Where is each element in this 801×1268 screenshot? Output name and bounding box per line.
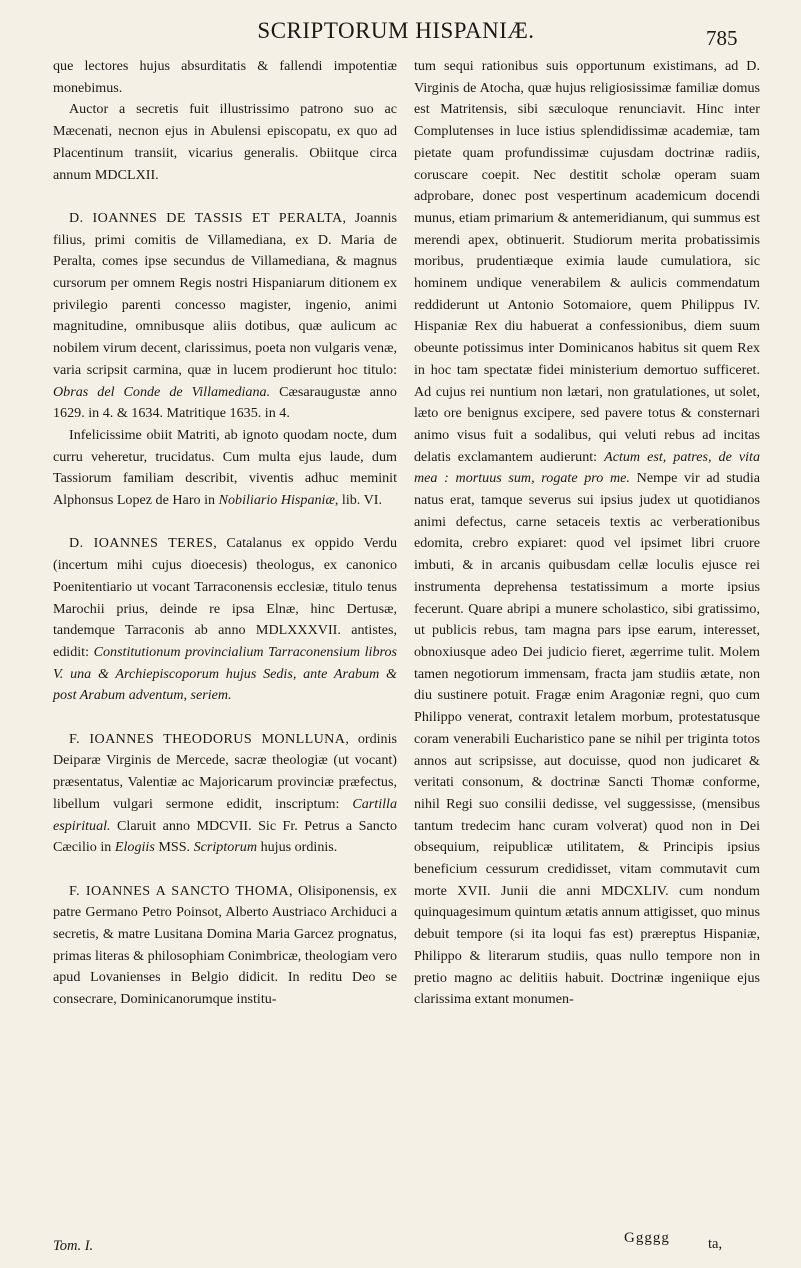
work-title: Obras del Conde de Villamediana. (53, 383, 271, 400)
page-number: 785 (706, 26, 738, 50)
paragraph-thoma-continued: tum sequi rationibus suis opportunum existimans, ad D. Virginis de Atocha, quæ hujus religiosissimæ familiæ domus est Matritensis, sibi sæculoque renunciavit. Hinc inter Complutenses in luce istius splendidissimæ academiæ, tam pietate quam profundissimæ cujusdam doctrinæ radiis, coruscare coepit. Nec destitit scholæ operam suam adprobare, donec post vespertinum academicum docendi munus, etiam primarium & antemeridianum, qui summus est merendi apex, obtinuerit. Studiorum merita probatissimis moribus, prudentiæque eximia laude cumulatiora, sic hominem undique venerabilem & aulicis commendatum reddiderunt ut Antonio Sotomaiore, quem Philippus IV. Hispaniæ Rex diu habuerat a confessionibus, diem suum obeunte potissimus inter Dominicanos habitus sit quem Rex in hoc tam spectatæ fidei ministerium demortuo sufficeret. Ad cujus rei nuntium non lætari, non gratulationes, ut solet, læto ore benignus excipere, sed pavere totus & consternari animo visus fuit a sodalibus, qui veluti rebus ad incitas delatis exclamantem audierunt: Actum est, patres, de vita mea : mortuus sum, rogate pro me. Nempe vir ad studia natus erat, tamque severus sui ipsius judex ut quotidianos animi defectus, carne setaceis textis ac verberationibus edomita, crebro expiaret: quod vel ipsimet libri cruore imbuti, & in arcanis quibusdam cellæ loculis ejusce rei instrumenta deprehensa testatissimum a morte ipsius fecerunt. Quare abripi a munere scholastico, sibi gratissimo, ut publicis rebus, tam magna pars ipse earum, interesset, obnoxiusque adeo Dei judicio fieret, ægerrime tulit. Molem tamen negotiorum immensam, fracta jam studiis ætate, non diu sustinere potuit. Fragæ enim Aragoniæ regni, quo cum Philippo venerat, contraxit letalem morbum, protestatusque coram venerabili Eucharistico pane se nihil per triginta totos annos aut scripsisse, aut docuisse, quod non judicaret & veritati consonum, & doctrinæ Sancti Thomæ conforme, nihil Regi suo consilii dedisse, vel suggessisse, (mensibus tantum tredecim hanc curam volverat) quod non in Dei obsequium, reipublicæ utilitatem, & Principis ipsius beneficium cessurum credidisset, vitam commutavit cum morte XVII. Junii die anni MDCXLIV. cum nondum quinquagesimum quintum ætatis annum attigisset, quo minus debuit tempore (si ita loqui fas est) præreptus Hispaniæ, Philippo & literarum studiis, quas nullo tempore non in pretio magno ac delitiis habuit. Doctrinæ ingeniique ejus clarissima extant monumen- (414, 58, 760, 1008)
entry-name: D. IOANNES DE TASSIS ET PERALTA (69, 209, 343, 226)
catchword: ta, (708, 1236, 723, 1252)
entry-teres: D. IOANNES TERES, Catalanus ex oppido Verdu (incertum mihi cujus dioecesis) theologus, ex canonico Poenitentiario ut vocant Tarraconensis ecclesiæ, titulo tenus Marochii prius, deinde re ipsa Elnæ, hinc Dertusæ, tandemque Tarraconis ab anno MDLXXXVII. antistes, edidit: Constitutionum provincialium Tarraconensium libros V. una & Archiepiscoporum hujus Sedis, ante Arabum & post Arabum adventum, seriem. (53, 535, 397, 704)
right-column (414, 56, 760, 1011)
page-header (0, 8, 801, 48)
paragraph-tassis-death: Infelicissime obiit Matriti, ab ignoto quodam nocte, dum curru veheretur, trucidatus. Cum multa ejus laude, dum Tassiorum familiam describit, viventis adhuc meminit Alphonsus Lopez de Haro in Nobiliario Hispaniæ, lib. VI. (53, 426, 397, 509)
entry-name: F. IOANNES A SANCTO THOMA (69, 882, 290, 899)
entry-monlluna: F. IOANNES THEODORUS MONLLUNA, ordinis Deiparæ Virginis de Mercede, sacræ theologiæ (ut vocant) præsentatus, Valentiæ ac Majoricarum provinciæ præfectus, libellum vulgari sermone edidit, inscriptum: Cartilla espiritual. Claruit anno MDCVII. Sic Fr. Petrus a Sancto Cæcilio in Elogiis MSS. Scriptorum hujus ordinis. (53, 730, 397, 856)
signature-mark: Ggggg (624, 1230, 670, 1246)
entry-name: F. IOANNES THEODORUS MONLLUNA (69, 730, 346, 747)
left-column (53, 56, 397, 1011)
running-head: SCRIPTORUM HISPANIÆ. (257, 18, 535, 43)
paragraph-auctor: Auctor a secretis fuit illustrissimo patrono suo ac Mæcenati, necnon ejus in Abulensi episcopatu, ex quo ad Placentinum transiit, vicarius generalis. Obiitque circa annum MDCLXII. (53, 101, 397, 183)
entry-tassis: D. IOANNES DE TASSIS ET PERALTA, Joannis filius, primi comitis de Villamediana, ex D. Maria de Peralta, comes ipse secundus de Villamediana, & magnus cursorum per omnem Regis nostri Hispaniarum ditionem ex privilegio parenti concesso magister, ingenio, animi magnitudine, omnibusque aliis dotibus, quæ aulicum ac nobilem virum decent, clarissimus, poeta non vulgaris venæ, varia scripsit carmina, quæ in lucem prodierunt hoc titulo: Obras del Conde de Villamediana. Cæsaraugustæ anno 1629. in 4. & 1634. Matritique 1635. in 4. (53, 209, 397, 422)
entry-thoma: F. IOANNES A SANCTO THOMA, Olisiponensis, ex patre Germano Petro Poinsot, Alberto Austriaco Archiduci a secretis, & matre Lusitana Domina Maria Garcez prognatus, primas literas & philosophiam Conimbricæ, theologiam vero apud Lovanienses in Belgio didicit. In reditu Deo se consecrare, Dominicanorumque institu- (53, 882, 397, 1008)
source-title: Nobiliario Hispaniæ (218, 492, 335, 509)
paragraph-continuation: que lectores hujus absurditatis & fallendi impotentiæ monebimus. (53, 58, 397, 96)
quotation: Actum est, patres, de vita mea : mortuus sum, rogate pro me. (414, 448, 760, 487)
entry-name: D. IOANNES TERES (69, 535, 214, 552)
work-title: Cartilla espiritual. (53, 795, 397, 834)
work-title: Constitutionum provincialium Tarraconensium libros V. una & Archiepiscoporum hujus Sedis, ante Arabum & post Arabum adventum, seriem. (53, 643, 397, 704)
volume-mark: Tom. I. (53, 1238, 94, 1254)
